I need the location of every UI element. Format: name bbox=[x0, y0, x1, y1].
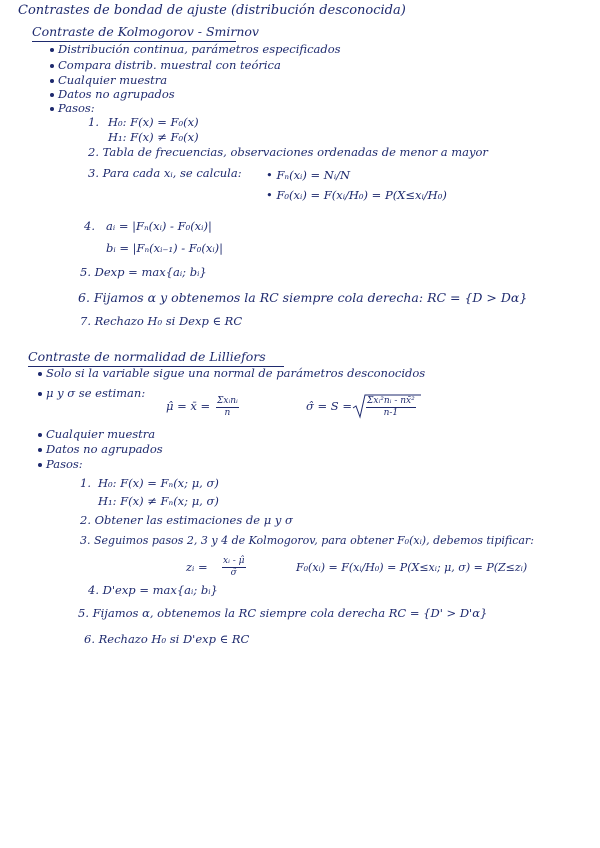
lilliefors-bullet bbox=[38, 444, 163, 456]
lstep-4: 4. D'exp = max{aᵢ; bᵢ} bbox=[88, 583, 218, 597]
lilliefors-heading: Contraste de normalidad de Lilliefors bbox=[28, 349, 266, 364]
lstep-1-number: 1. bbox=[80, 476, 91, 490]
bullet-text: μ y σ se estiman: bbox=[46, 386, 146, 400]
step-7: 7. Rechazo H₀ si Dexp ∈ RC bbox=[80, 314, 243, 328]
bullet-dot bbox=[38, 433, 42, 437]
step-4-a: aᵢ = |Fₙ(xᵢ) - F₀(xᵢ)| bbox=[106, 219, 212, 233]
step-3-fn: • Fₙ(xᵢ) = Nᵢ/N bbox=[266, 168, 351, 182]
kolmogorov-bullet bbox=[50, 103, 95, 115]
page-title: Contrastes de bondad de ajuste (distribución desconocida) bbox=[18, 3, 406, 18]
lilliefors-bullet bbox=[38, 388, 145, 400]
lstep-5: 5. Fijamos α, obtenemos la RC siempre cola derecha RC = {D' > D'α} bbox=[78, 606, 488, 620]
step-1-number: 1. bbox=[88, 115, 99, 129]
mu-hat-numerator: Σxᵢnᵢ bbox=[217, 396, 238, 406]
lstep-3-f0: F₀(xᵢ) = F(xᵢ/H₀) = P(X≤xᵢ; μ, σ) = P(Z≤zᵢ) bbox=[296, 561, 528, 574]
sigma-hat-denominator: n-1 bbox=[383, 408, 399, 418]
bullet-dot bbox=[38, 463, 42, 467]
kolmogorov-bullet bbox=[50, 44, 341, 56]
bullet-text: Distribución continua, parámetros especificados bbox=[58, 42, 341, 56]
bullet-text: Pasos: bbox=[46, 457, 83, 471]
z-denominator: σ̂ bbox=[230, 568, 237, 578]
bullet-text: Cualquier muestra bbox=[58, 73, 168, 87]
step-5: 5. Dexp = max{aᵢ; bᵢ} bbox=[80, 265, 207, 279]
bullet-text: Compara distrib. muestral con teórica bbox=[58, 58, 281, 72]
sigma-hat-fraction bbox=[366, 397, 416, 418]
bullet-text: Datos no agrupados bbox=[58, 87, 175, 101]
step-1-h1: H₁: F(x) ≠ F₀(x) bbox=[108, 130, 199, 144]
bullet-dot bbox=[50, 48, 54, 52]
lilliefors-bullet bbox=[38, 368, 425, 380]
bullet-text: Solo si la variable sigue una normal de parámetros desconocidos bbox=[46, 366, 426, 380]
bullet-dot bbox=[50, 79, 54, 83]
mu-hat-denominator: n bbox=[224, 408, 231, 418]
lstep-1-h0: H₀: F(x) = Fₙ(x; μ, σ) bbox=[98, 476, 219, 490]
sigma-hat-lhs: σ̂ = S = bbox=[306, 399, 352, 413]
lilliefors-bullet bbox=[38, 429, 155, 441]
bullet-dot bbox=[38, 372, 42, 376]
mu-hat-fraction bbox=[216, 397, 239, 418]
step-4-number: 4. bbox=[84, 219, 95, 233]
z-lhs: zᵢ = bbox=[186, 560, 208, 574]
bullet-text: Pasos: bbox=[58, 101, 95, 115]
step-4-b: bᵢ = |Fₙ(xᵢ₋₁) - F₀(xᵢ)| bbox=[106, 241, 224, 255]
step-3: 3. Para cada xᵢ, se calcula: bbox=[88, 166, 242, 180]
lstep-6: 6. Rechazo H₀ si D'exp ∈ RC bbox=[84, 632, 250, 646]
kolmogorov-heading: Contraste de Kolmogorov - Smirnov bbox=[32, 24, 259, 39]
z-numerator: xᵢ - μ̂ bbox=[223, 556, 245, 566]
z-fraction bbox=[222, 557, 246, 578]
bullet-dot bbox=[38, 448, 42, 452]
kolmogorov-bullet bbox=[50, 60, 281, 72]
step-6: 6. Fijamos α y obtenemos la RC siempre cola derecha: RC = {D > Dα} bbox=[78, 290, 528, 305]
step-2: 2. Tabla de frecuencias, observaciones ordenadas de menor a mayor bbox=[88, 145, 488, 159]
step-1-h0: H₀: F(x) = F₀(x) bbox=[108, 115, 199, 129]
bullet-dot bbox=[50, 93, 54, 97]
lstep-1-h1: H₁: F(x) ≠ Fₙ(x; μ, σ) bbox=[98, 494, 219, 508]
bullet-dot bbox=[50, 64, 54, 68]
bullet-text: Datos no agrupados bbox=[46, 442, 163, 456]
lilliefors-bullet bbox=[38, 459, 83, 471]
bullet-dot bbox=[50, 107, 54, 111]
lstep-3: 3. Seguimos pasos 2, 3 y 4 de Kolmogorov, para obtener F₀(xᵢ), debemos tipificar: bbox=[80, 534, 534, 547]
bullet-dot bbox=[38, 392, 42, 396]
bullet-text: Cualquier muestra bbox=[46, 427, 156, 441]
step-3-f0: • F₀(xᵢ) = F(xᵢ/H₀) = P(X≤xᵢ/H₀) bbox=[266, 188, 447, 202]
mu-hat-lhs: μ̂ = x̄ = bbox=[166, 399, 211, 413]
kolmogorov-bullet bbox=[50, 75, 167, 87]
sigma-hat-numerator: Σxᵢ²nᵢ - nx̄² bbox=[367, 396, 415, 406]
kolmogorov-bullet bbox=[50, 89, 175, 101]
lstep-2: 2. Obtener las estimaciones de μ y σ bbox=[80, 513, 293, 527]
